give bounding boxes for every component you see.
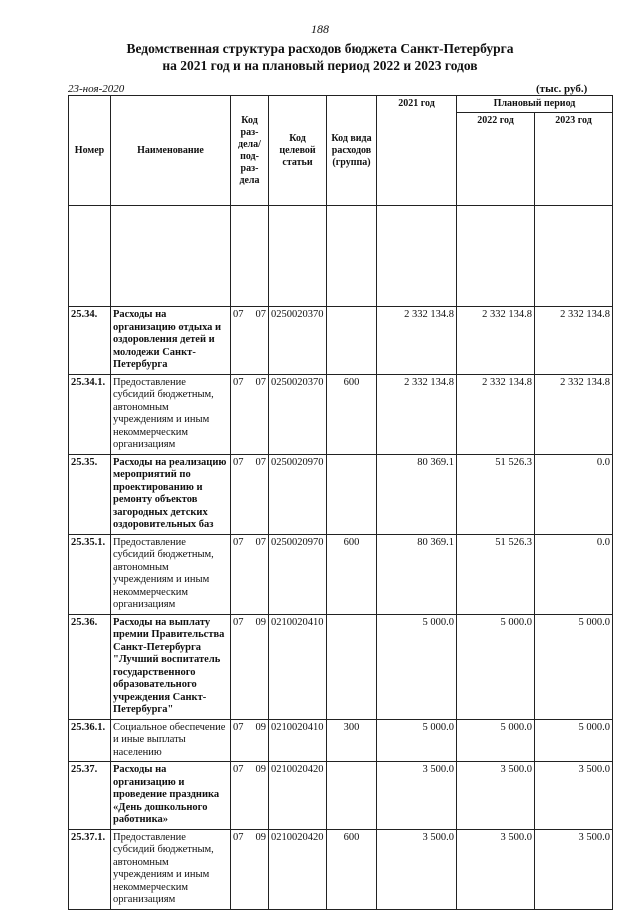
- row-expense-type: [327, 614, 377, 719]
- document-title: [0, 40, 640, 74]
- row-section-code: [231, 762, 269, 830]
- table-row: [69, 719, 613, 762]
- row-number: 25.34.: [69, 307, 111, 375]
- row-amount-2023: 3 500.0: [535, 829, 613, 909]
- row-target-code: 0210020410: [269, 719, 327, 762]
- title-line-1: Ведомственная структура расходов бюджета Санкт-Петербурга: [126, 41, 514, 56]
- row-amount-2023: 2 332 134.8: [535, 307, 613, 375]
- row-section: 07: [233, 536, 244, 548]
- blank-row: [69, 206, 613, 307]
- row-number: 25.36.: [69, 614, 111, 719]
- row-amount-2022: 2 332 134.8: [457, 374, 535, 454]
- row-amount-2022: 3 500.0: [457, 762, 535, 830]
- header-2021: 2021 год: [377, 96, 457, 206]
- row-section: 07: [233, 456, 244, 468]
- row-target-code: 0210020420: [269, 829, 327, 909]
- row-name: Расходы на реализацию мероприятий по проектированию и ремонту объектов загородных детских оздоровительных баз: [111, 454, 231, 534]
- units-label: (тыс. руб.): [536, 83, 588, 95]
- row-amount-2023: 2 332 134.8: [535, 374, 613, 454]
- header-section-code: Код раз- дела/ под- раз- дела: [231, 96, 269, 206]
- row-number: 25.34.1.: [69, 374, 111, 454]
- row-amount-2023: 5 000.0: [535, 614, 613, 719]
- row-amount-2023: 0.0: [535, 454, 613, 534]
- row-target-code: 0250020970: [269, 454, 327, 534]
- header-expense-type: Код вида расходов (группа): [327, 96, 377, 206]
- row-target-code: 0250020370: [269, 374, 327, 454]
- row-expense-type: [327, 454, 377, 534]
- row-section: 07: [233, 721, 244, 733]
- budget-table: [68, 95, 613, 910]
- row-subsection: 07: [255, 376, 266, 388]
- row-expense-type: 600: [327, 374, 377, 454]
- table-row: [69, 534, 613, 614]
- row-amount-2021: 3 500.0: [377, 762, 457, 830]
- table-body: [69, 206, 613, 910]
- row-amount-2021: 3 500.0: [377, 829, 457, 909]
- row-subsection: 07: [255, 536, 266, 548]
- row-expense-type: [327, 307, 377, 375]
- row-amount-2021: 2 332 134.8: [377, 307, 457, 375]
- row-section-code: [231, 829, 269, 909]
- table-row: [69, 829, 613, 909]
- table-row: [69, 307, 613, 375]
- document-date: 23-ноя-2020: [68, 83, 125, 95]
- row-expense-type: [327, 762, 377, 830]
- row-section-code: [231, 374, 269, 454]
- row-amount-2023: 5 000.0: [535, 719, 613, 762]
- row-name: Социальное обеспечение и иные выплаты населению: [111, 719, 231, 762]
- row-section: 07: [233, 309, 244, 320]
- row-amount-2021: 5 000.0: [377, 614, 457, 719]
- row-expense-type: 600: [327, 534, 377, 614]
- header-target-code: Код целевой статьи: [269, 96, 327, 206]
- row-target-code: 0210020420: [269, 762, 327, 830]
- row-subsection: 07: [255, 309, 266, 320]
- row-number: 25.37.: [69, 762, 111, 830]
- row-amount-2021: 5 000.0: [377, 719, 457, 762]
- table-row: [69, 614, 613, 719]
- row-number: 25.36.1.: [69, 719, 111, 762]
- table-row: [69, 762, 613, 830]
- row-amount-2021: 80 369.1: [377, 454, 457, 534]
- row-name: Расходы на организацию отдыха и оздоровления детей и молодежи Санкт-Петербурга: [111, 307, 231, 375]
- header-name: Наименование: [111, 96, 231, 206]
- row-subsection: 09: [255, 764, 266, 775]
- row-number: 25.35.1.: [69, 534, 111, 614]
- table-row: [69, 454, 613, 534]
- row-section-code: [231, 454, 269, 534]
- row-amount-2021: 2 332 134.8: [377, 374, 457, 454]
- row-section: 07: [233, 376, 244, 388]
- header-number: Номер: [69, 96, 111, 206]
- header-2022: 2022 год: [457, 113, 535, 206]
- row-section-code: [231, 614, 269, 719]
- row-amount-2023: 3 500.0: [535, 762, 613, 830]
- row-subsection: 09: [255, 616, 266, 628]
- title-line-2: на 2021 год и на плановый период 2022 и 2023 годов: [162, 58, 478, 73]
- row-name: Предоставление субсидий бюджетным, автономным учреждениям и иным некоммерческим организациям: [111, 374, 231, 454]
- row-amount-2022: 51 526.3: [457, 534, 535, 614]
- row-section: 07: [233, 831, 244, 843]
- row-section-code: [231, 534, 269, 614]
- row-target-code: 0250020370: [269, 307, 327, 375]
- row-number: 25.37.1.: [69, 829, 111, 909]
- row-name: Предоставление субсидий бюджетным, автономным учреждениям и иным некоммерческим организациям: [111, 534, 231, 614]
- row-amount-2022: 5 000.0: [457, 719, 535, 762]
- table-row: [69, 374, 613, 454]
- row-target-code: 0210020410: [269, 614, 327, 719]
- row-amount-2022: 51 526.3: [457, 454, 535, 534]
- row-expense-type: 600: [327, 829, 377, 909]
- row-section: 07: [233, 764, 244, 775]
- row-subsection: 09: [255, 831, 266, 843]
- row-amount-2022: 5 000.0: [457, 614, 535, 719]
- page-number: 188: [311, 22, 329, 36]
- header-2023: 2023 год: [535, 113, 613, 206]
- row-amount-2023: 0.0: [535, 534, 613, 614]
- row-expense-type: 300: [327, 719, 377, 762]
- row-amount-2022: 3 500.0: [457, 829, 535, 909]
- row-name: Предоставление субсидий бюджетным, автономным учреждениям и иным некоммерческим организациям: [111, 829, 231, 909]
- row-section-code: [231, 307, 269, 375]
- row-subsection: 09: [255, 721, 266, 733]
- row-name: Расходы на выплату премии Правительства Санкт-Петербурга "Лучший воспитатель государственного образовательного учреждения Санкт-Петербурга": [111, 614, 231, 719]
- row-section-code: [231, 719, 269, 762]
- row-target-code: 0250020970: [269, 534, 327, 614]
- row-section: 07: [233, 616, 244, 628]
- header-planned-period: Плановый период: [457, 96, 613, 113]
- row-number: 25.35.: [69, 454, 111, 534]
- row-subsection: 07: [255, 456, 266, 468]
- row-name: Расходы на организацию и проведение праздника «День дошкольного работника»: [111, 762, 231, 830]
- row-amount-2021: 80 369.1: [377, 534, 457, 614]
- row-amount-2022: 2 332 134.8: [457, 307, 535, 375]
